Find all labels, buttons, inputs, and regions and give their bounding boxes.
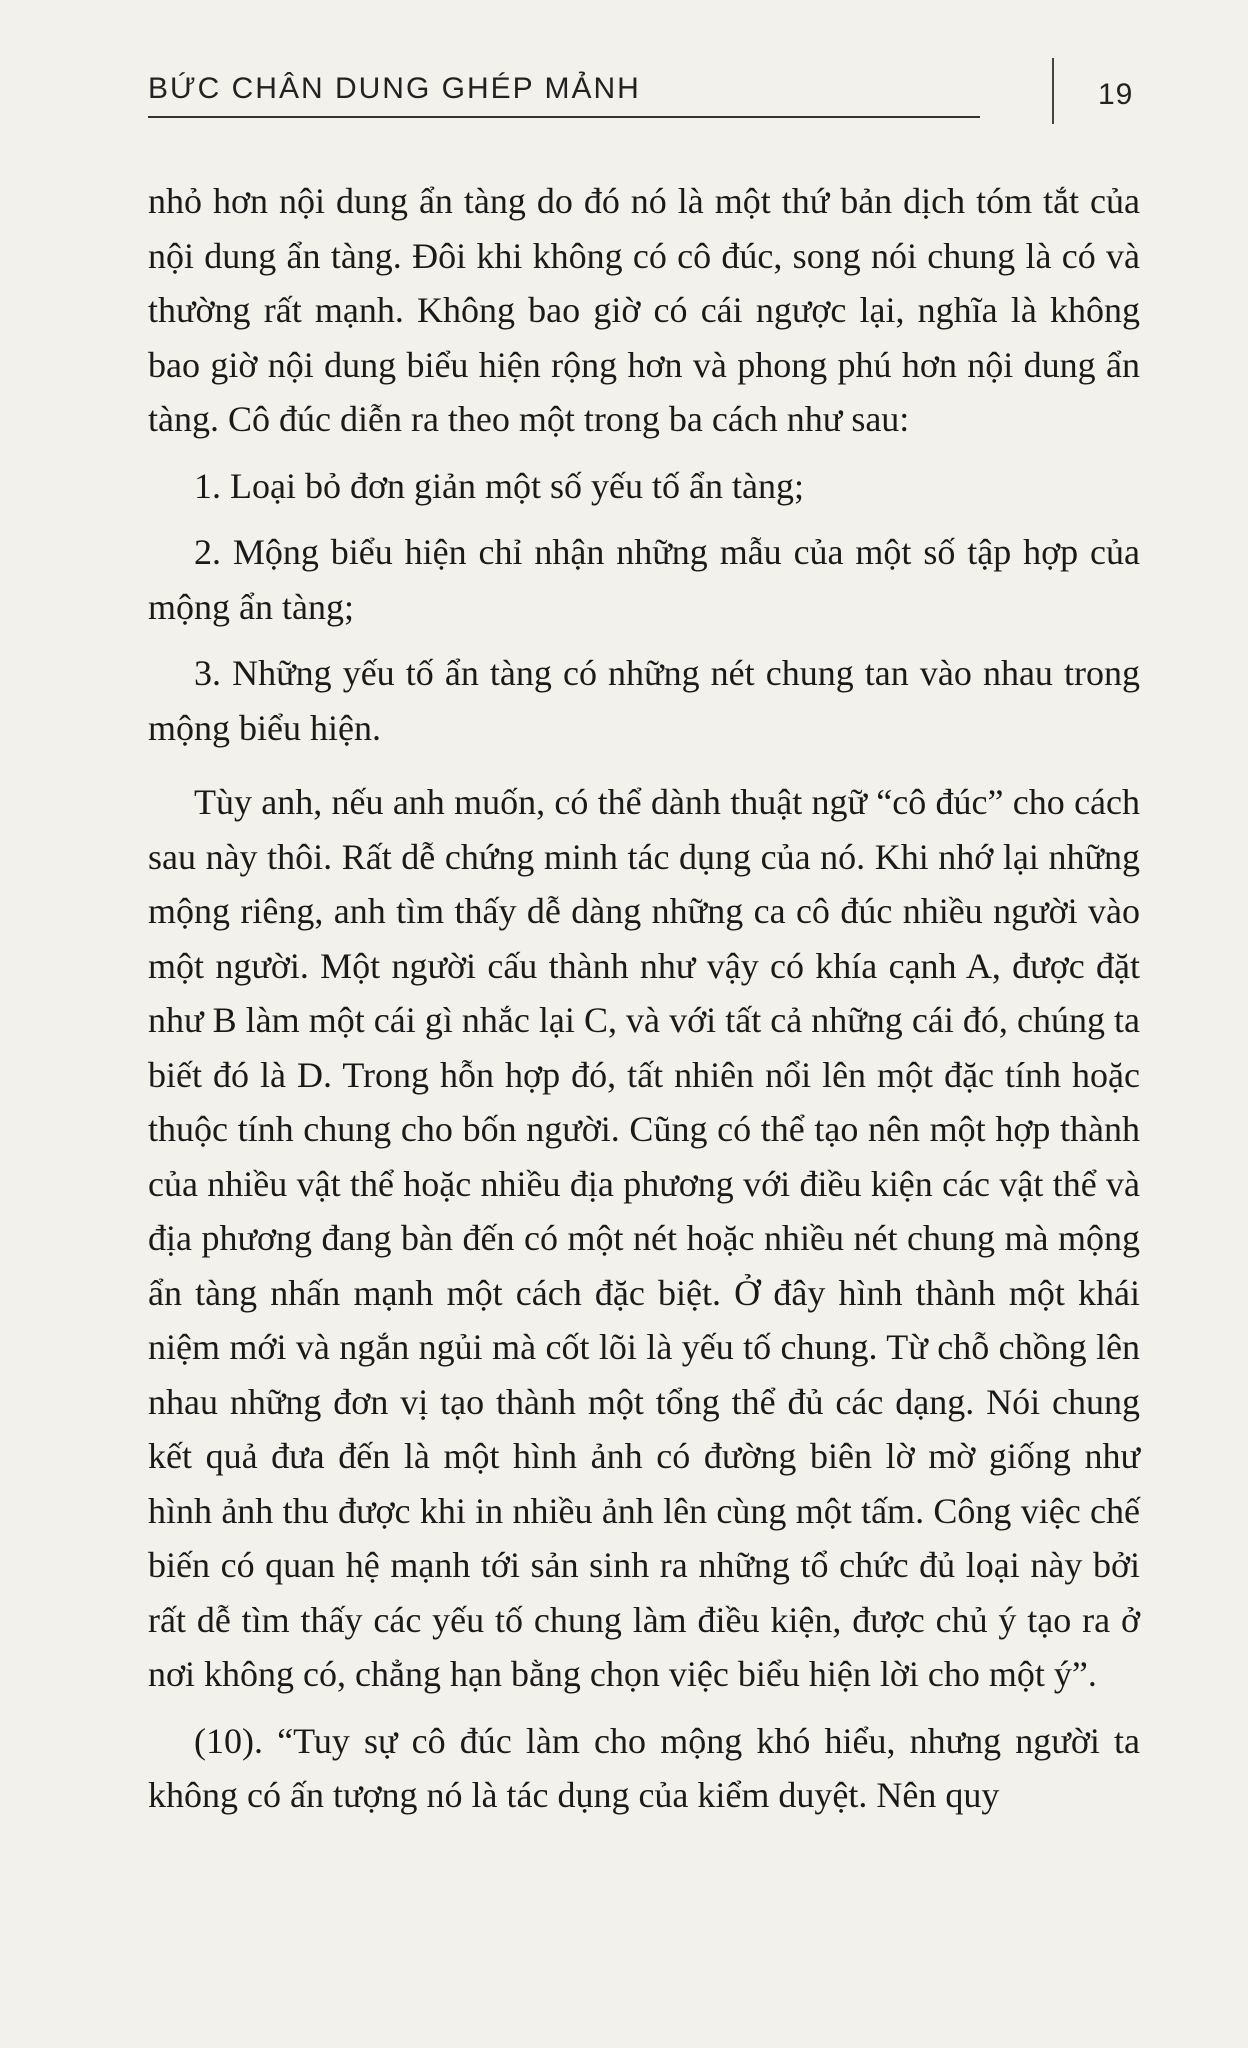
paragraph-condensation: Tùy anh, nếu anh muốn, có thể dành thuật ngữ “cô đúc” cho cách sau này thôi. Rất dễ chứng minh tác dụng của nó. Khi nhớ lại những mộng riêng, anh tìm thấy dễ dàng những ca cô đúc nhiều người vào một người. Một người cấu thành như vậy có khía cạnh A, được đặt như B làm một cái gì nhắc lại C, và với tất cả những cái đó, chúng ta biết đó là D. Trong hỗn hợp đó, tất nhiên nổi lên một đặc tính hoặc thuộc tính chung cho bốn người. Cũng có thể tạo nên một hợp thành của nhiều vật thể hoặc nhiều địa phương với điều kiện các vật thể và địa phương đang bàn đến có một nét hoặc nhiều nét chung mà mộng ẩn tàng nhấn mạnh một cách đặc biệt. Ở đây hình thành một khái niệm mới và ngắn ngủi mà cốt lõi là yếu tố chung. Từ chỗ chồng lên nhau những đơn vị tạo thành một tổng thể đủ các dạng. Nói chung kết quả đưa đến là một hình ảnh có đường biên lờ mờ giống như hình ảnh thu được khi in nhiều ảnh lên cùng một tấm. Công việc chế biến có quan hệ mạnh tới sản sinh ra những tổ chức đủ loại này bởi rất dễ tìm thấy các yếu tố chung làm điều kiện, được chủ ý tạo ra ở nơi không có, chẳng hạn bằng chọn việc biểu hiện lời cho một ý”. [148, 782, 1140, 1694]
paragraph-continued: nhỏ hơn nội dung ẩn tàng do đó nó là một thứ bản dịch tóm tắt của nội dung ẩn tàng. Đôi khi không có cô đúc, song nói chung là có và thường rất mạnh. Không bao giờ có cái ngược lại, nghĩa là không bao giờ nội dung biểu hiện rộng hơn và phong phú hơn nội dung ẩn tàng. Cô đúc diễn ra theo một trong ba cách như sau: [148, 181, 1140, 439]
list-item-2: 2. Mộng biểu hiện chỉ nhận những mẫu của một số tập hợp của mộng ẩn tàng; [148, 532, 1140, 627]
header-vertical-rule [1052, 58, 1054, 124]
running-title: BỨC CHÂN DUNG GHÉP MẢNH [148, 72, 641, 105]
page-number: 19 [1098, 78, 1134, 111]
list-item-1: 1. Loại bỏ đơn giản một số yếu tố ẩn tàng; [194, 465, 804, 506]
header-rule [148, 116, 980, 118]
paragraph-note-10: (10). “Tuy sự cô đúc làm cho mộng khó hiểu, nhưng người ta không có ấn tượng nó là tác dụng của kiểm duyệt. Nên quy [148, 1720, 1140, 1815]
list-item-3: 3. Những yếu tố ẩn tàng có những nét chung tan vào nhau trong mộng biểu hiện. [148, 653, 1140, 748]
body-text [148, 174, 1140, 1823]
